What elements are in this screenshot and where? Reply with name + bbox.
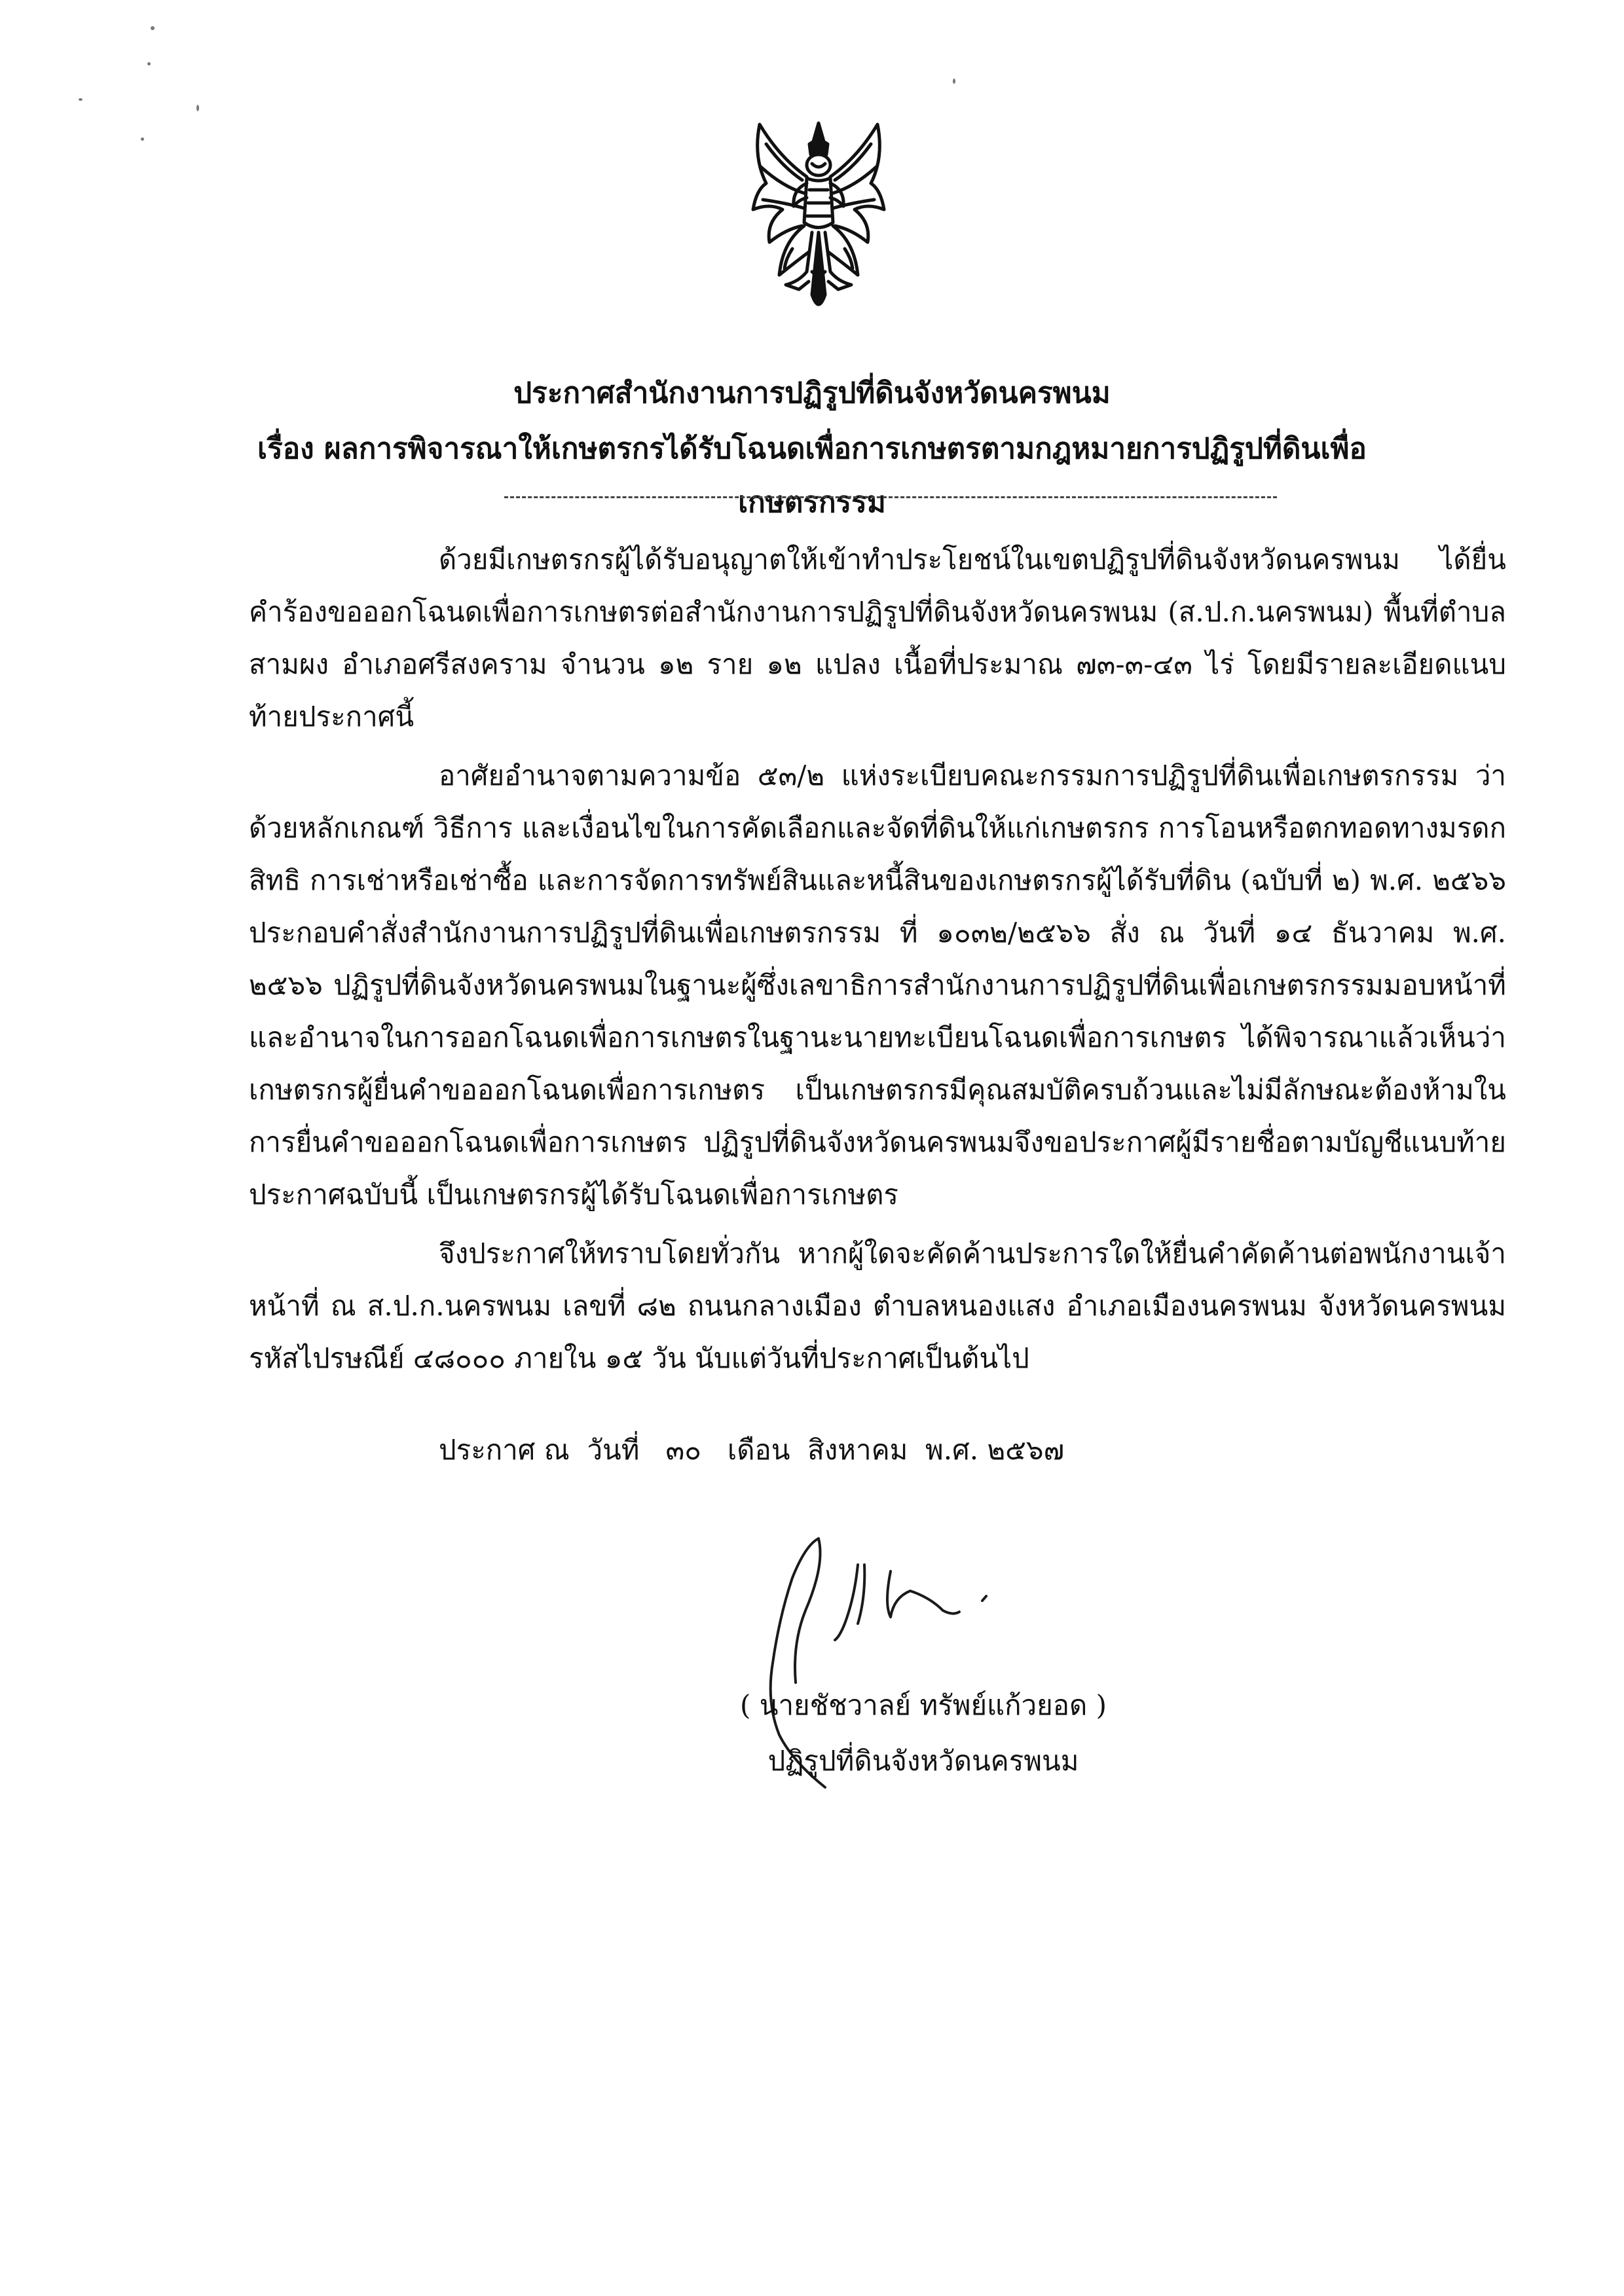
scan-speck: [151, 26, 155, 30]
body-paragraph-2: อาศัยอำนาจตามความข้อ ๕๓/๒ แห่งระเบียบคณะกรรมการปฏิรูปที่ดินเพื่อเกษตรกรรม ว่าด้วยหลักเกณฑ์ วิธีการ และเงื่อนไขในการคัดเลือกและจัดที่ดินให้แก่เกษตรกร การโอนหรือตกทอดทางมรดกสิทธิ การเช่าหรือเช่าซื้อ และการจัดการทรัพย์สินและหนี้สินของเกษตรกรผู้ได้รับที่ดิน (ฉบับที่ ๒) พ.ศ. ๒๕๖๖ ประกอบคำสั่งสำนักงานการปฏิรูปที่ดินเพื่อเกษตรกรรม ที่ ๑๐๓๒/๒๕๖๖ สั่ง ณ วันที่ ๑๔ ธันวาคม พ.ศ. ๒๕๖๖ ปฏิรูปที่ดินจังหวัดนครพนมในฐานะผู้ซึ่งเลขาธิการสำนักงานการปฏิรูปที่ดินเพื่อเกษตรกรรมมอบหน้าที่และอำนาจในการออกโฉนดเพื่อการเกษตรในฐานะนายทะเบียนโฉนดเพื่อการเกษตร ได้พิจารณาแล้วเห็นว่า เกษตรกรผู้ยื่นคำขอออกโฉนดเพื่อการเกษตร เป็นเกษตรกรมีคุณสมบัติครบถ้วนและไม่มีลักษณะต้องห้ามในการยื่นคำขอออกโฉนดเพื่อการเกษตร ปฏิรูปที่ดินจังหวัดนครพนมจึงขอประกาศผู้มีรายชื่อตามบัญชีแนบท้ายประกาศฉบับนี้ เป็นเกษตรกรผู้ได้รับโฉนดเพื่อการเกษตร: [249, 759, 1506, 1211]
scan-speck: [141, 137, 144, 141]
announcement-subject: เรื่อง ผลการพิจารณาให้เกษตรกรได้รับโฉนดเพื่อการเกษตรตามกฎหมายการปฏิรูปที่ดินเพื่อเกษตรกรรม: [257, 432, 1367, 519]
body-paragraph-1: ด้วยมีเกษตรกรผู้ได้รับอนุญาตให้เข้าทำประโยชน์ในเขตปฏิรูปที่ดินจังหวัดนครพนม ได้ยื่นคำร้องขอออกโฉนดเพื่อการเกษตรต่อสำนักงานการปฏิรูปที่ดินจังหวัดนครพนม (ส.ป.ก.นครพนม) พื้นที่ตำบลสามผง อำเภอศรีสงคราม จำนวน ๑๒ ราย ๑๒ แปลง เนื้อที่ประมาณ ๗๓-๓-๔๓ ไร่ โดยมีรายละเอียดแนบท้ายประกาศนี้: [249, 543, 1506, 733]
garuda-emblem-icon: [747, 118, 891, 327]
scan-speck: [79, 98, 83, 101]
body-paragraph-3: จึงประกาศให้ทราบโดยทั่วกัน หากผู้ใดจะคัดค้านประการใดให้ยื่นคำคัดค้านต่อพนักงานเจ้าหน้าที่ ณ ส.ป.ก.นครพนม เลขที่ ๘๒ ถนนกลางเมือง ตำบลหนองแสง อำเภอเมืองนครพนม จังหวัดนครพนม รหัสไปรษณีย์ ๔๘๐๐๐ ภายใน ๑๕ วัน นับแต่วันที่ประกาศเป็นต้นไป: [249, 1237, 1506, 1374]
title-divider: [504, 496, 1277, 498]
scan-speck: [147, 62, 151, 65]
signer-position: ปฏิรูปที่ดินจังหวัดนครพนม: [767, 1745, 1079, 1777]
scan-speck: [196, 105, 199, 111]
scan-speck: [953, 79, 955, 84]
signer-name: ( นายชัชวาลย์ ทรัพย์แก้วยอด ): [740, 1689, 1107, 1721]
announcement-dateline: ประกาศ ณ วันที่ ๓๐ เดือน สิงหาคม พ.ศ. ๒๕๖๗: [439, 1434, 1065, 1466]
announcement-title: ประกาศสำนักงานการปฏิรูปที่ดินจังหวัดนครพนม: [513, 376, 1111, 410]
